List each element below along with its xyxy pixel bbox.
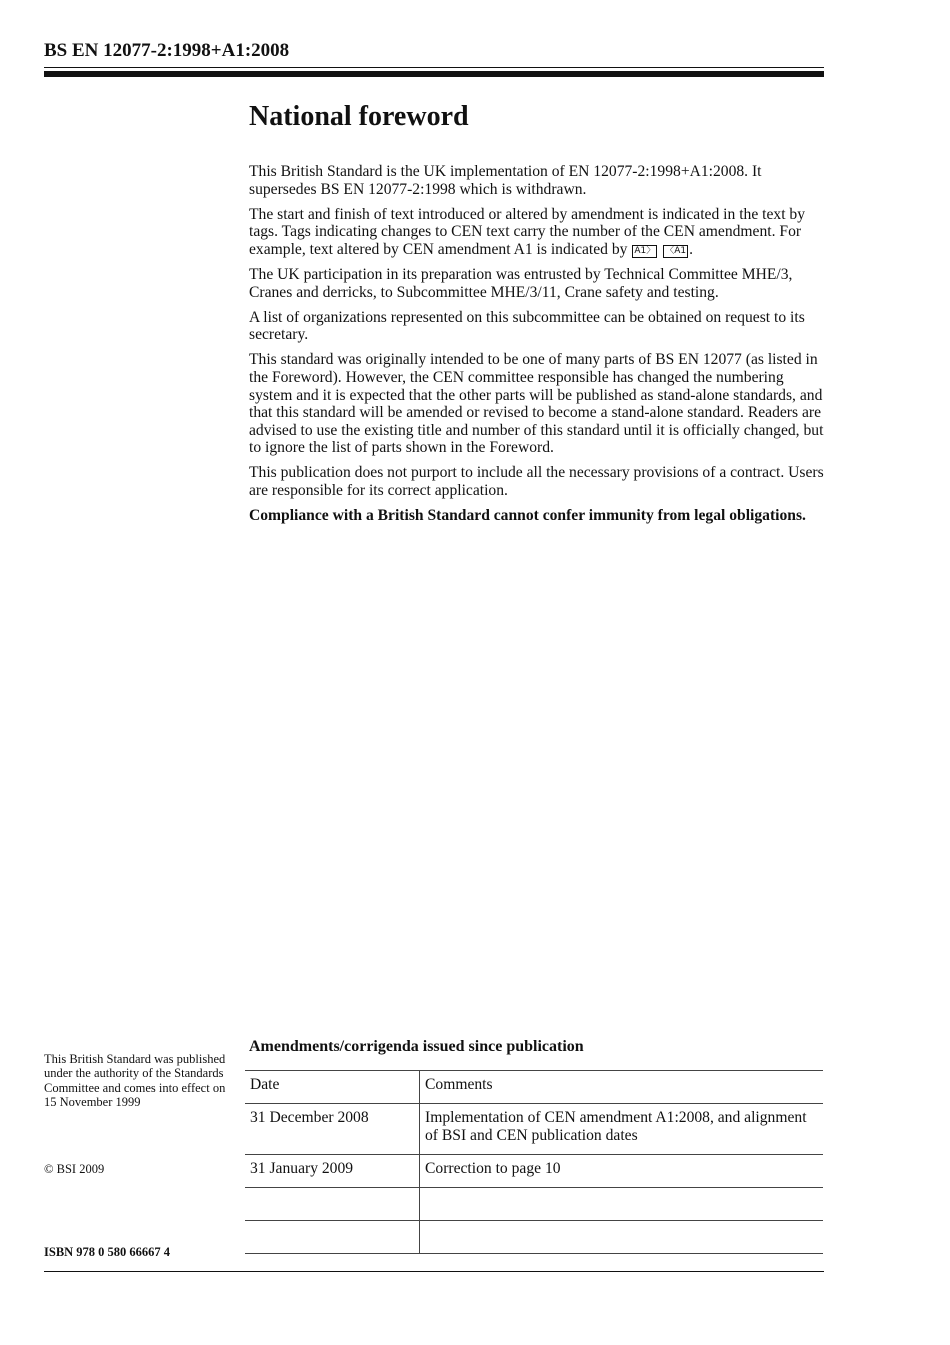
table-row-empty <box>245 1188 823 1221</box>
footer-rule <box>44 1271 824 1272</box>
amendment-date: 31 December 2008 <box>245 1104 420 1155</box>
amendment-open-tag-label: A1 <box>634 245 647 256</box>
copyright-notice: © BSI 2009 <box>44 1162 105 1176</box>
empty-cell <box>245 1188 420 1221</box>
paragraph-committee: The UK participation in its preparation was entrusted by Technical Committee MHE/3, Cranes and derricks, to Subcommittee MHE/3/11, Crane safety and testing. <box>249 265 793 301</box>
header-thin-rule <box>44 67 824 68</box>
amendments-table <box>245 1070 823 1254</box>
amendments-heading: Amendments/corrigenda issued since publication <box>249 1038 584 1055</box>
paragraph-provisions: This publication does not purport to include all the necessary provisions of a contract. Users are responsible for its correct application. <box>249 464 824 499</box>
table-row <box>245 1155 823 1188</box>
table-row-empty <box>245 1221 823 1254</box>
amendment-close-tag-label: A1 <box>674 245 687 256</box>
column-header-date: Date <box>245 1071 420 1104</box>
empty-cell <box>420 1188 824 1221</box>
document-id: BS EN 12077-2:1998+A1:2008 <box>44 40 290 61</box>
amendment-tags-text: The start and finish of text introduced or altered by amendment is indicated in the text by tags. Tags indicating changes to CEN text carry the number of the CEN amendment. For example, text altered by CEN amendment A1 is indicated by <box>249 205 806 258</box>
table-row <box>245 1104 823 1155</box>
page-title: National foreword <box>249 101 469 132</box>
table-header-row <box>245 1071 823 1104</box>
header-thick-rule <box>44 71 824 77</box>
paragraph-numbering: This standard was originally intended to be one of many parts of BS EN 12077 (as listed in the Foreword). However, the CEN committee responsible has changed the numbering system and it is expected that the other parts will be published as stand-alone standards, and that this standard will be amended or revised to become a stand-alone standard. Readers are advised to use the existing title and number of this standard until it is officially changed, but to ignore the list of parts shown in the Foreword. <box>249 351 824 457</box>
amendment-comment: Implementation of CEN amendment A1:2008, and alignment of BSI and CEN publication dates <box>420 1104 824 1155</box>
foreword-body <box>249 163 824 532</box>
column-header-comments: Comments <box>420 1071 824 1104</box>
amendment-date: 31 January 2009 <box>245 1155 420 1188</box>
amendment-open-tag-icon: A1〉 <box>634 245 656 256</box>
publication-note: This British Standard was published under the authority of the Standards Committee and comes into effect on 15 November 1999 <box>44 1052 226 1109</box>
paragraph-amendment-tags: The start and finish of text introduced or altered by amendment is indicated in the text by tags. Tags indicating changes to CEN text carry the number of the CEN amendment. For example, text altered by CEN amendment A1 is indicated by A1〉 〈A1 . <box>249 205 806 258</box>
empty-cell <box>420 1221 824 1254</box>
paragraph-compliance: Compliance with a British Standard cannot confer immunity from legal obligations. <box>249 507 806 525</box>
amendment-close-tag-icon: 〈A1 <box>665 245 687 256</box>
paragraph-implementation: This British Standard is the UK implementation of EN 12077-2:1998+A1:2008. It supersedes BS EN 12077-2:1998 which is withdrawn. <box>249 163 762 198</box>
isbn: ISBN 978 0 580 66667 4 <box>44 1245 171 1259</box>
paragraph-organizations: A list of organizations represented on this subcommittee can be obtained on request to its secretary. <box>249 308 805 344</box>
empty-cell <box>245 1221 420 1254</box>
amendment-comment: Correction to page 10 <box>420 1155 824 1188</box>
